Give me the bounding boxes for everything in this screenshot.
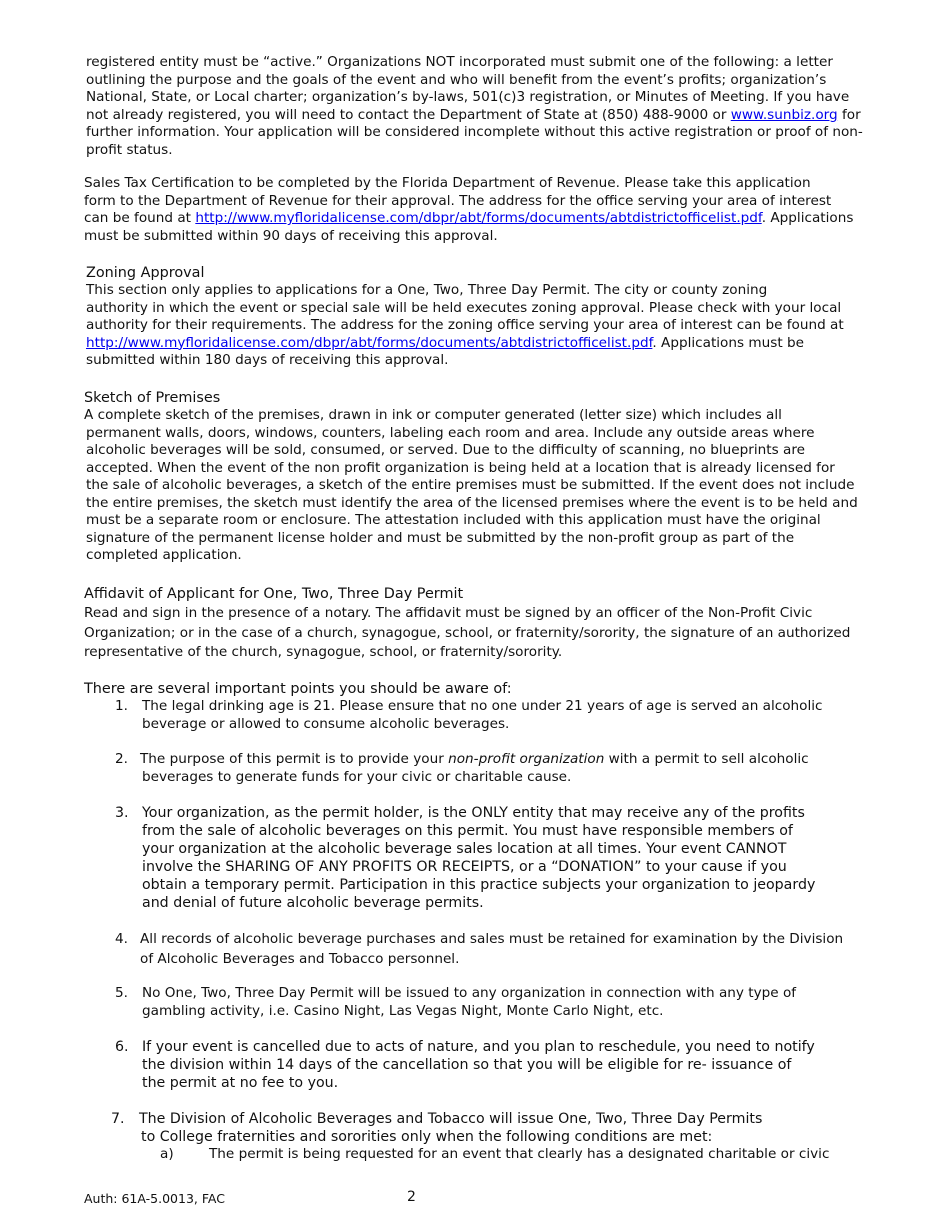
list-item-line: the division within 14 days of the cancellation so that you will be eligible for re- issuance of	[142, 1057, 792, 1073]
zoning-office-link[interactable]: http://www.myfloridalicense.com/dbpr/abt/forms/documents/abtdistrictofficelist.pdf	[86, 334, 653, 351]
list-number: 2.	[115, 751, 128, 767]
list-number: 3.	[115, 805, 129, 821]
list-number: 1.	[115, 698, 128, 714]
sketch-line: A complete sketch of the premises, drawn in ink or computer generated (letter size) which includes all	[84, 407, 782, 423]
list-number: 5.	[115, 985, 128, 1001]
zoning-line	[86, 335, 844, 353]
sketch-line: must be a separate room or enclosure. The attestation included with this application must have the original	[86, 512, 821, 528]
list-item-line: the permit at no fee to you.	[142, 1075, 339, 1091]
affidavit-line: Read and sign in the presence of a notary. The affidavit must be signed by an officer of the Non-Profit Civic	[84, 605, 813, 621]
intro-line	[86, 107, 863, 125]
emphasis-text: non-profit organization	[448, 751, 605, 767]
list-item-line: No One, Two, Three Day Permit will be issued to any organization in connection with any type of	[142, 985, 797, 1001]
sketch-line: the entire premises, the sketch must identify the area of the licensed premises where the event is to be held and	[86, 494, 858, 511]
list-item-line: of Alcoholic Beverages and Tobacco personnel.	[140, 950, 460, 967]
affidavit-heading: Affidavit of Applicant for One, Two, Three Day Permit	[84, 586, 464, 602]
sketch-line: signature of the permanent license holder and must be submitted by the non-profit group as part of the	[86, 529, 795, 546]
list-number: 4.	[115, 931, 128, 947]
sketch-line: permanent walls, doors, windows, counters, labeling each room and area. Include any outside areas where	[86, 424, 815, 441]
list-item-line: your organization at the alcoholic beverage sales location at all times. Your event CANNOT	[142, 841, 787, 857]
sales-tax-text: can be found at	[84, 210, 196, 226]
sketch-line: the sale of alcoholic beverages, a sketch of the entire premises must be submitted. If the event does not include	[86, 477, 855, 493]
intro-line: further information. Your application will be considered incomplete without this active registration or proof of non-	[86, 124, 863, 140]
zoning-line: This section only applies to applications for a One, Two, Three Day Permit. The city or county zoning	[86, 282, 768, 298]
list-item-line: gambling activity, i.e. Casino Night, Las Vegas Night, Monte Carlo Night, etc.	[142, 1002, 664, 1019]
sales-tax-line	[84, 210, 853, 228]
sub-list-text: The permit is being requested for an event that clearly has a designated charitable or civic	[209, 1146, 830, 1162]
points-intro: There are several important points you should be aware of:	[84, 681, 512, 697]
zoning-text: . Applications must be	[652, 334, 804, 351]
sales-tax-paragraph	[84, 175, 853, 245]
list-item-line: and denial of future alcoholic beverage permits.	[142, 895, 484, 911]
sales-tax-text: . Applications	[761, 210, 854, 226]
district-office-link[interactable]: http://www.myfloridalicense.com/dbpr/abt/forms/documents/abtdistrictofficelist.pdf	[195, 210, 762, 226]
sketch-line: completed application.	[86, 547, 242, 563]
zoning-section	[86, 264, 844, 370]
list-item-line: All records of alcoholic beverage purchases and sales must be retained for examination by the Division	[140, 931, 844, 947]
list-item-line: obtain a temporary permit. Participation in this practice subjects your organization to jeopardy	[142, 877, 816, 893]
intro-text: for	[837, 106, 861, 123]
page-number: 2	[407, 1189, 416, 1205]
list-item-text: with a permit to sell alcoholic	[604, 751, 809, 767]
list-item-line: to College fraternities and sororities only when the following conditions are met:	[141, 1129, 713, 1145]
list-item-line: If your event is cancelled due to acts of nature, and you plan to reschedule, you need to notify	[142, 1039, 815, 1055]
zoning-line: authority for their requirements. The address for the zoning office serving your area of interest can be found at	[86, 317, 844, 333]
sketch-section	[84, 389, 858, 565]
intro-paragraph	[86, 54, 863, 159]
affidavit-section	[84, 585, 850, 663]
intro-line: profit status.	[86, 141, 173, 158]
intro-line: National, State, or Local charter; organization’s by-laws, 501(c)3 registration, or Minutes of Meeting. If you have	[86, 89, 850, 105]
sub-list-label: a)	[160, 1146, 174, 1162]
intro-text: not already registered, you will need to contact the Department of State at (850) 488-9000 or	[86, 106, 731, 123]
sales-tax-line: must be submitted within 90 days of receiving this approval.	[84, 227, 498, 244]
zoning-line: authority in which the event or special sale will be held executes zoning approval. Please check with your local	[86, 299, 842, 316]
list-item-text: The purpose of this permit is to provide your	[140, 751, 449, 767]
list-item-line: beverages to generate funds for your civic or charitable cause.	[142, 768, 572, 785]
list-item-line: Your organization, as the permit holder, is the ONLY entity that may receive any of the profits	[142, 805, 805, 821]
sunbiz-link[interactable]: www.sunbiz.org	[730, 106, 838, 123]
list-number: 6.	[115, 1039, 129, 1055]
list-item-line: beverage or allowed to consume alcoholic beverages.	[142, 715, 510, 732]
sales-tax-line: Sales Tax Certification to be completed by the Florida Department of Revenue. Please take this application	[84, 175, 811, 191]
intro-line: outlining the purpose and the goals of the event and who will benefit from the event’s profits; organization’s	[86, 71, 827, 88]
footer-authority: Auth: 61A-5.0013, FAC	[84, 1191, 225, 1206]
list-number: 7.	[111, 1111, 125, 1127]
sketch-line: alcoholic beverages will be sold, consumed, or served. Due to the difficulty of scanning, no blueprints are	[86, 442, 805, 458]
list-item-line: The legal drinking age is 21. Please ensure that no one under 21 years of age is served an alcoholic	[142, 698, 823, 714]
sketch-line: accepted. When the event of the non profit organization is being held at a location that is already licensed for	[86, 459, 835, 476]
list-item-line: from the sale of alcoholic beverages on this permit. You must have responsible members of	[142, 823, 793, 839]
list-item-line	[140, 751, 809, 769]
intro-line: registered entity must be “active.” Organizations NOT incorporated must submit one of the following: a letter	[86, 54, 833, 70]
zoning-line: submitted within 180 days of receiving this approval.	[86, 352, 449, 368]
list-item-line: involve the SHARING OF ANY PROFITS OR RECEIPTS, or a “DONATION” to your cause if you	[142, 859, 787, 875]
affidavit-line: Organization; or in the case of a church, synagogue, school, or fraternity/sorority, the signature of an authorized	[84, 624, 851, 641]
zoning-heading: Zoning Approval	[86, 265, 205, 281]
list-item-line: The Division of Alcoholic Beverages and Tobacco will issue One, Two, Three Day Permits	[139, 1111, 763, 1127]
sales-tax-line: form to the Department of Revenue for their approval. The address for the office serving your area of interest	[84, 192, 832, 209]
sketch-heading: Sketch of Premises	[84, 390, 221, 406]
affidavit-line: representative of the church, synagogue, school, or fraternity/sorority.	[84, 644, 563, 660]
